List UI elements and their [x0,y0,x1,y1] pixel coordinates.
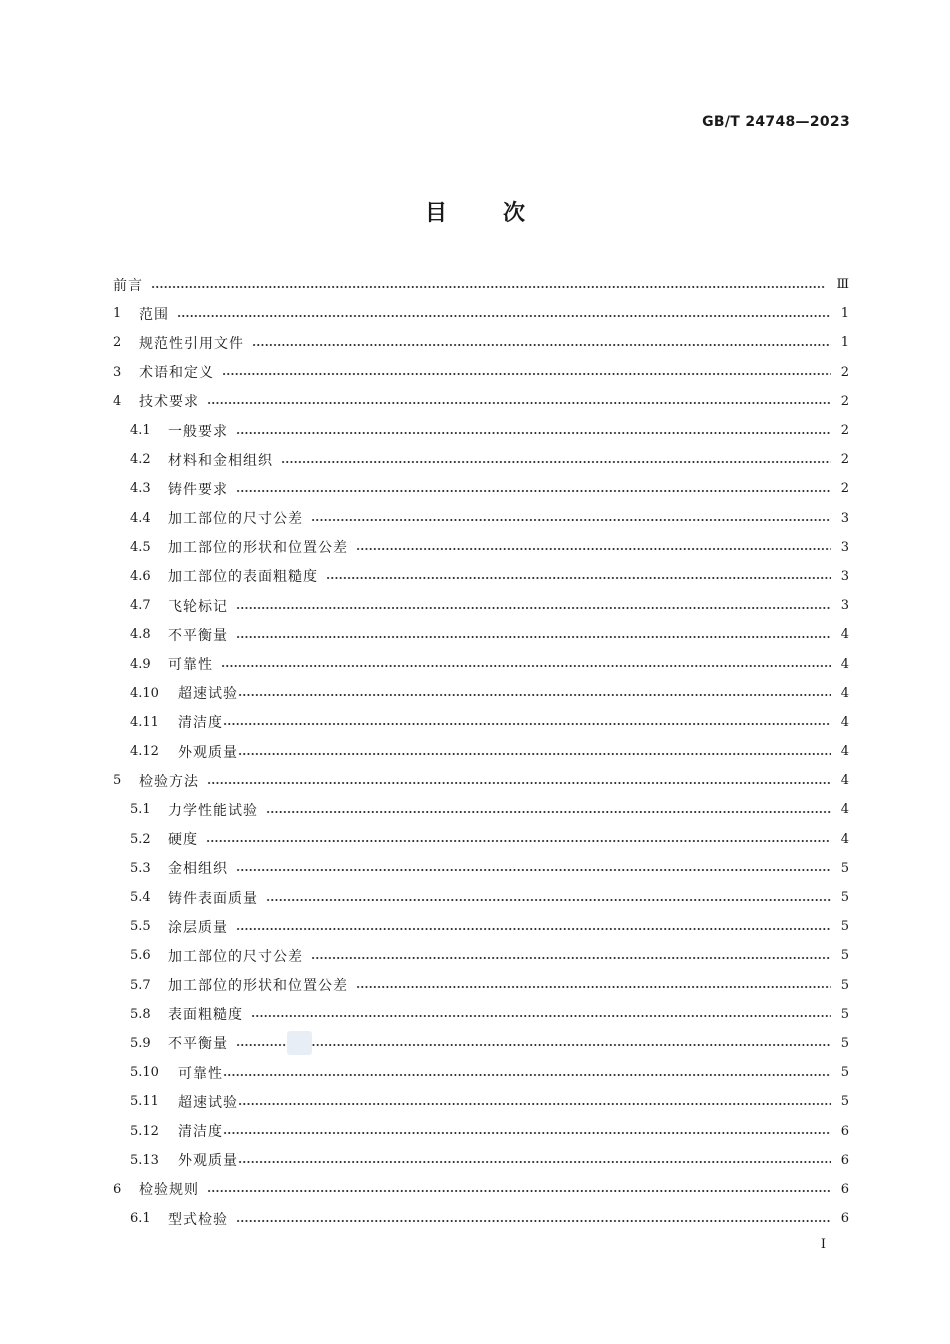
toc-entry-number: 5.11 [130,1094,159,1110]
toc-entry-page: 4 [840,656,849,672]
toc-entry-title: 一般要求 [168,423,228,440]
toc-entry-number: 5.13 [130,1152,159,1168]
toc-entry-title: 技术要求 [139,394,199,411]
toc-entry-page: 4 [840,744,849,760]
toc-dot-leader [236,1220,831,1222]
toc-entry-number: 5 [113,773,122,789]
toc-entry-number: 4 [113,393,122,409]
toc-entry-page: 5 [840,977,849,993]
toc-entry-title: 范围 [139,306,169,323]
toc-entry-title: 飞轮标记 [168,598,228,615]
toc-entry-page: 2 [840,364,849,380]
watermark-mark [287,1031,312,1055]
toc-entry[interactable] [113,620,849,649]
toc-entry-number: 4.2 [130,452,151,468]
toc-entry-page: 5 [840,1065,849,1081]
toc-entry-number: 4.9 [130,656,151,672]
toc-entry-page: 6 [840,1181,849,1197]
toc-entry-title: 加工部位的形状和位置公差 [168,978,348,995]
toc-entry-page: 6 [840,1123,849,1139]
toc-entry-page: 2 [840,393,849,409]
toc-entry-number: 3 [113,364,122,380]
toc-entry-title: 金相组织 [168,861,228,878]
toc-entry-title: 力学性能试验 [168,802,258,819]
toc-dot-leader [311,957,831,959]
toc-entry-number: 5.5 [130,919,151,935]
toc-entry[interactable] [113,883,849,912]
toc-dot-leader [236,636,831,638]
toc-entry-title: 外观质量 [178,1153,238,1170]
toc-entry-title: 不平衡量 [168,627,228,644]
toc-entry-number: 5.12 [130,1123,159,1139]
toc-dot-leader [252,344,831,346]
toc-entry[interactable] [113,1146,849,1175]
toc-dot-leader [238,1103,831,1105]
page-title: 目次 [424,201,581,226]
toc-entry-page: 5 [840,1094,849,1110]
toc-dot-leader [177,315,831,317]
toc-entry-title: 术语和定义 [139,365,214,382]
toc-entry-number: 5.1 [130,802,151,818]
toc-entry-page: 5 [840,860,849,876]
toc-dot-leader [236,432,831,434]
toc-entry-page: 3 [840,568,849,584]
toc-dot-leader [266,811,831,813]
toc-entry[interactable] [113,1029,849,1058]
toc-entry-page: 1 [840,335,849,351]
toc-entry-title: 不平衡量 [168,1036,228,1053]
toc-entry-page: 5 [840,948,849,964]
toc-dot-leader [251,1015,831,1017]
toc-entry[interactable] [113,708,849,737]
folio-page-number: I [820,1237,826,1252]
toc-entry-page: 6 [840,1152,849,1168]
toc-entry-title: 加工部位的表面粗糙度 [168,569,318,586]
toc-entry[interactable] [113,562,849,591]
toc-dot-leader [238,753,831,755]
toc-entry-title: 外观质量 [178,744,238,761]
toc-entry[interactable] [113,679,849,708]
toc-entry-page: 1 [840,306,849,322]
toc-entry-title: 可靠性 [178,1065,223,1082]
toc-dot-leader [236,869,831,871]
toc-entry[interactable] [113,1087,849,1116]
toc-entry[interactable] [113,328,849,357]
toc-entry-number: 4.7 [130,598,151,614]
toc-entry-page: 4 [840,831,849,847]
toc-entry-number: 6 [113,1181,122,1197]
standard-code: GB/T 24748—2023 [702,114,850,130]
toc-entry[interactable] [113,766,849,795]
toc-entry-page: 2 [840,452,849,468]
toc-dot-leader [207,782,831,784]
toc-entry-title: 检验规则 [139,1182,199,1199]
toc-dot-leader [266,899,831,901]
toc-entry-number: 5.10 [130,1065,159,1081]
toc-entry-page: 4 [840,714,849,730]
toc-entry-page: 6 [840,1211,849,1227]
toc-dot-leader [236,1044,831,1046]
toc-entry-number: 5.9 [130,1035,151,1051]
toc-entry-title: 硬度 [168,832,198,849]
toc-entry-number: 4.3 [130,481,151,497]
toc-entry[interactable] [113,299,849,328]
toc-dot-leader [206,840,831,842]
table-of-contents [113,270,849,1233]
toc-entry-title: 铸件表面质量 [168,890,258,907]
toc-entry-number: 5.4 [130,890,151,906]
toc-entry-page: 2 [840,423,849,439]
toc-entry-title: 规范性引用文件 [139,335,244,352]
toc-entry-page: 3 [840,598,849,614]
toc-entry-title: 超速试验 [178,1094,238,1111]
toc-entry-number: 4.8 [130,627,151,643]
toc-entry-title: 加工部位的尺寸公差 [168,948,303,965]
toc-entry[interactable] [113,591,849,620]
toc-dot-leader [238,1161,831,1163]
toc-entry[interactable] [113,387,849,416]
toc-dot-leader [151,286,826,288]
toc-entry[interactable] [113,971,849,1000]
toc-entry[interactable] [113,270,849,299]
toc-entry-number: 6.1 [130,1211,151,1227]
toc-entry[interactable] [113,1116,849,1145]
toc-entry-number: 5.7 [130,977,151,993]
toc-entry-page: 5 [840,919,849,935]
toc-entry-number: 4.11 [130,714,159,730]
toc-entry-title: 涂层质量 [168,919,228,936]
toc-dot-leader [223,1132,831,1134]
toc-entry-title: 清洁度 [178,1124,223,1141]
toc-dot-leader [238,694,831,696]
toc-entry-title: 清洁度 [178,715,223,732]
toc-entry-number: 4.4 [130,510,151,526]
toc-dot-leader [236,607,831,609]
toc-dot-leader [223,1074,831,1076]
toc-entry-page: 3 [840,510,849,526]
toc-entry-number: 5.2 [130,831,151,847]
toc-entry-page: 4 [840,627,849,643]
toc-entry-number: 4.12 [130,744,159,760]
toc-entry-number: 5.6 [130,948,151,964]
toc-entry-number: 4.10 [130,685,159,701]
toc-entry-number: 4.6 [130,568,151,584]
toc-dot-leader [223,723,831,725]
toc-entry-title: 超速试验 [178,686,238,703]
toc-dot-leader [236,928,831,930]
toc-entry[interactable] [113,445,849,474]
toc-entry-page: 3 [840,539,849,555]
toc-entry-title: 型式检验 [168,1211,228,1228]
toc-entry[interactable] [113,649,849,678]
toc-dot-leader [236,490,831,492]
toc-entry[interactable] [113,1175,849,1204]
toc-entry-title: 加工部位的尺寸公差 [168,511,303,528]
toc-entry-title: 材料和金相组织 [168,452,273,469]
toc-dot-leader [222,373,831,375]
toc-dot-leader [356,548,831,550]
toc-entry[interactable] [113,533,849,562]
toc-entry-page: 4 [840,773,849,789]
toc-entry-number: 4.1 [130,423,151,439]
toc-entry-page: 4 [840,802,849,818]
toc-entry[interactable] [113,474,849,503]
toc-entry-title: 表面粗糙度 [168,1007,243,1024]
toc-entry-title: 检验方法 [139,773,199,790]
toc-entry-page: Ⅲ [836,277,849,293]
toc-dot-leader [356,986,831,988]
toc-entry[interactable] [113,825,849,854]
toc-entry-title: 可靠性 [168,657,213,674]
toc-dot-leader [311,519,831,521]
toc-entry-number: 5.8 [130,1006,151,1022]
toc-entry[interactable] [113,941,849,970]
toc-entry[interactable] [113,912,849,941]
toc-entry-title: 铸件要求 [168,481,228,498]
toc-entry-number: 4.5 [130,539,151,555]
toc-entry-number: 1 [113,306,122,322]
toc-entry-page: 5 [840,1006,849,1022]
toc-entry[interactable] [113,1000,849,1029]
toc-entry-number: 2 [113,335,122,351]
toc-entry-page: 2 [840,481,849,497]
toc-entry[interactable] [113,504,849,533]
toc-entry-page: 5 [840,1035,849,1051]
toc-dot-leader [207,1190,831,1192]
toc-entry[interactable] [113,854,849,883]
toc-entry-title: 前言 [113,277,143,294]
toc-entry-page: 5 [840,890,849,906]
toc-entry[interactable] [113,737,849,766]
toc-dot-leader [281,461,831,463]
toc-dot-leader [207,402,831,404]
toc-entry[interactable] [113,416,849,445]
toc-dot-leader [221,665,831,667]
toc-entry[interactable] [113,1058,849,1087]
toc-entry-title: 加工部位的形状和位置公差 [168,540,348,557]
toc-entry-page: 4 [840,685,849,701]
toc-dot-leader [326,577,831,579]
toc-entry-number: 5.3 [130,860,151,876]
toc-entry[interactable] [113,1204,849,1233]
toc-entry[interactable] [113,795,849,824]
toc-entry[interactable] [113,358,849,387]
